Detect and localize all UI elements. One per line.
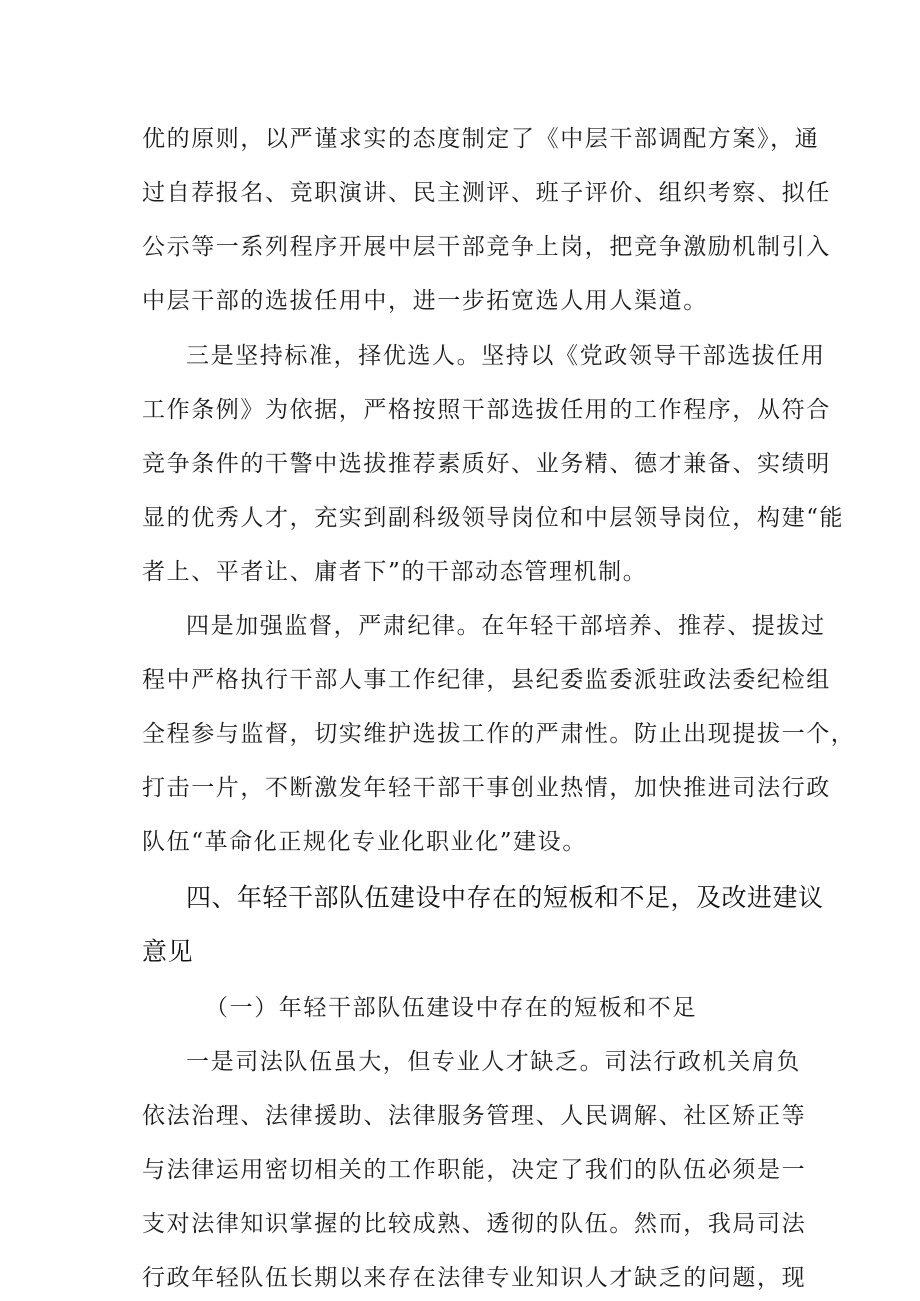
paragraph-line: 队伍“革命化正规化专业化职业化”建设。 xyxy=(142,829,587,855)
paragraph-line: 全程参与监督，切实维护选拔工作的严肃性。防止出现提拔一个， xyxy=(142,721,856,747)
paragraph-line: 依法治理、法律援助、法律服务管理、人民调解、社区矫正等 xyxy=(142,1103,807,1129)
subsection-heading: （一）年轻干部队伍建设中存在的短板和不足 xyxy=(205,995,697,1021)
paragraph-line: 显的优秀人才，充实到副科级领导岗位和中层领导岗位，构建“能 xyxy=(142,505,845,531)
paragraph-line: 公示等一系列程序开展中层干部竞争上岗，把竞争激励机制引入 xyxy=(142,234,831,260)
paragraph-line: 行政年轻队伍长期以来存在法律专业知识人才缺乏的问题，现 xyxy=(142,1265,807,1291)
paragraph-line: 支对法律知识掌握的比较成熟、透彻的队伍。然而，我局司法 xyxy=(142,1211,807,1237)
paragraph-line: 中层干部的选拔任用中，进一步拓宽选人用人渠道。 xyxy=(142,288,708,314)
paragraph-line: 过自荐报名、竞职演讲、民主测评、班子评价、组织考察、拟任 xyxy=(142,180,831,206)
paragraph-line: 一是司法队伍虽大，但专业人才缺乏。司法行政机关肩负 xyxy=(186,1049,801,1075)
paragraph-line: 四是加强监督，严肃纪律。在年轻干部培养、推荐、提拔过 xyxy=(186,613,826,639)
section-heading: 意见 xyxy=(142,937,194,966)
paragraph-line: 程中严格执行干部人事工作纪律，县纪委监委派驻政法委纪检组 xyxy=(142,667,831,693)
paragraph-line: 竞争条件的干警中选拔推荐素质好、业务精、德才兼备、实绩明 xyxy=(142,451,831,477)
paragraph-line: 与法律运用密切相关的工作职能，决定了我们的队伍必须是一 xyxy=(142,1157,807,1183)
paragraph-line: 者上、平者让、庸者下”的干部动态管理机制。 xyxy=(142,559,648,585)
paragraph-line: 优的原则，以严谨求实的态度制定了《中层干部调配方案》，通 xyxy=(142,126,820,152)
paragraph-line: 三是坚持标准，择优选人。坚持以《党政领导干部选拔任用 xyxy=(186,343,826,369)
section-heading: 四、年轻干部队伍建设中存在的短板和不足，及改进建议 xyxy=(186,883,824,912)
paragraph-line: 工作条例》为依据，严格按照干部选拔任用的工作程序，从符合 xyxy=(142,397,831,423)
paragraph-line: 打击一片，不断激发年轻干部干事创业热情，加快推进司法行政 xyxy=(142,775,831,801)
